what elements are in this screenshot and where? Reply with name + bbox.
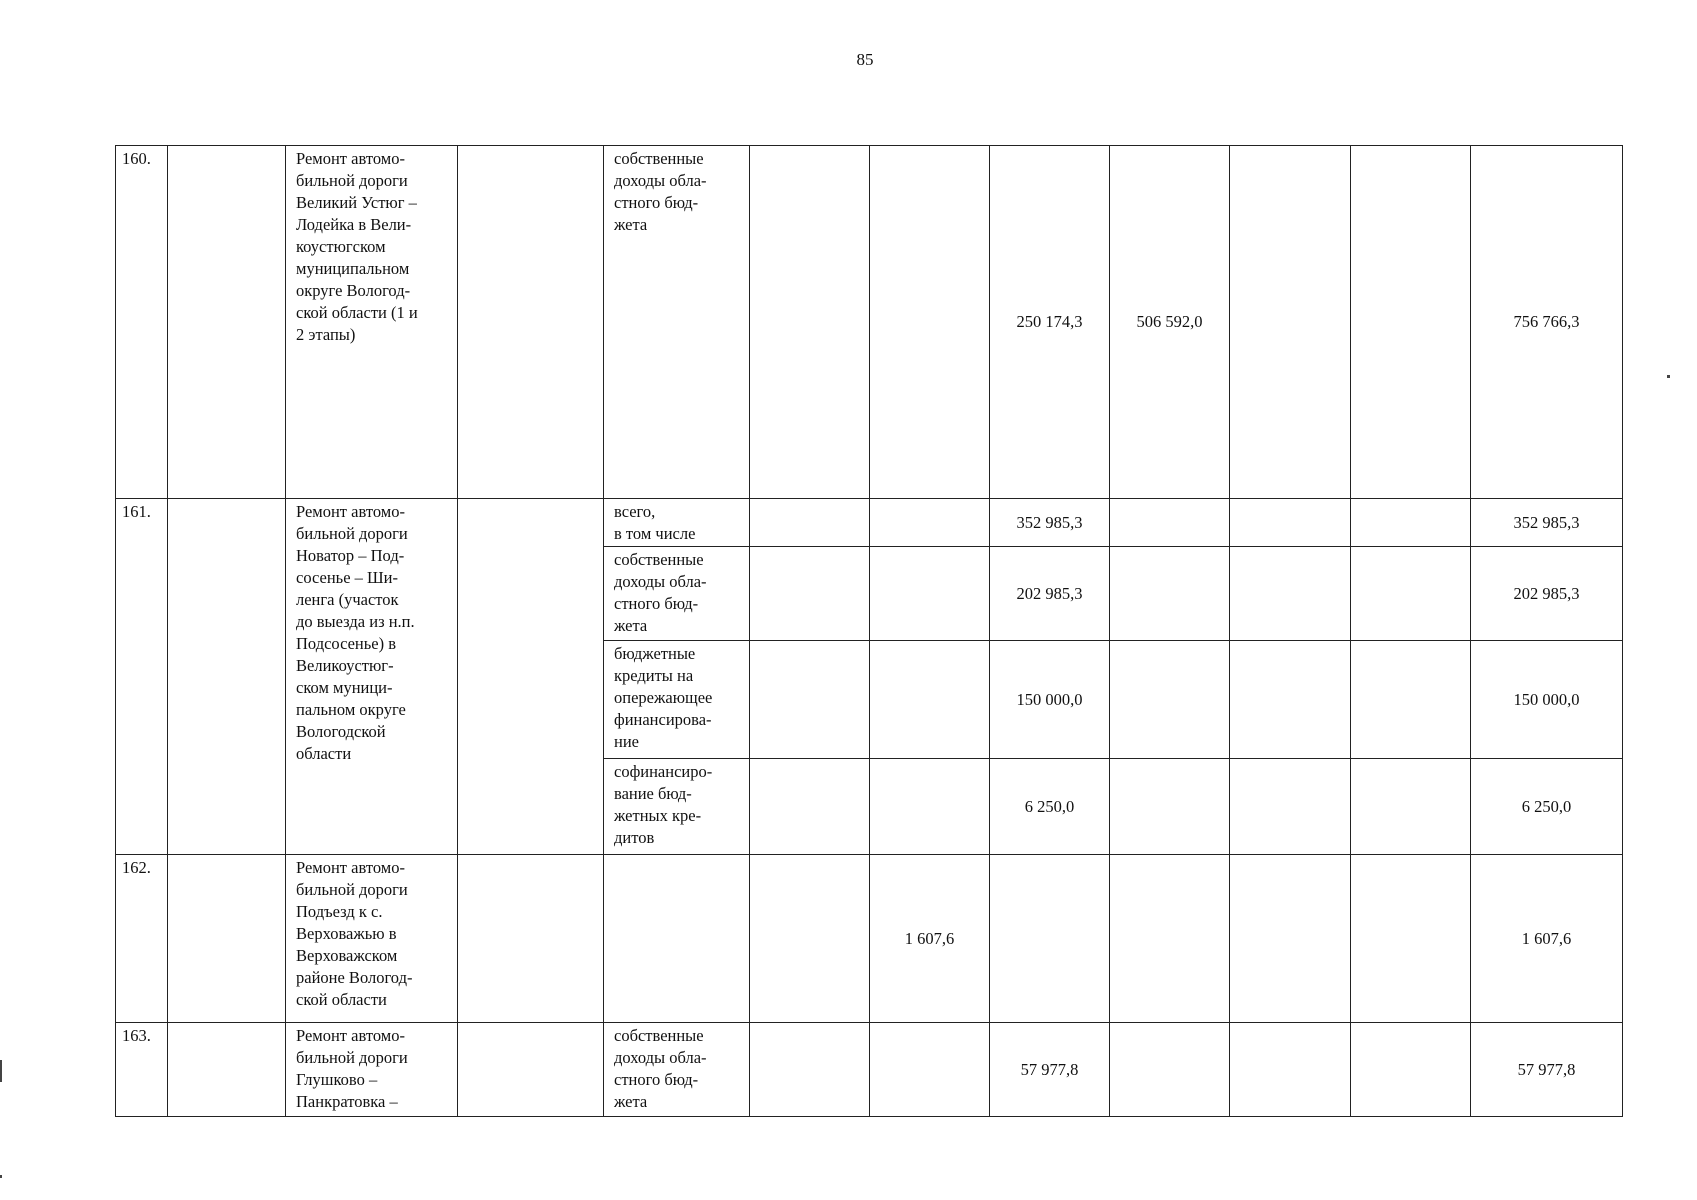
empty-cell <box>1230 547 1351 641</box>
amount-cell <box>870 547 990 641</box>
row-number: 161. <box>116 499 168 855</box>
empty-cell <box>1351 759 1471 855</box>
empty-cell <box>750 641 870 759</box>
empty-cell <box>1230 1023 1351 1117</box>
amount-cell: 57 977,8 <box>990 1023 1110 1117</box>
empty-cell <box>168 499 286 855</box>
total-cell: 756 766,3 <box>1471 146 1623 499</box>
amount-cell <box>870 1023 990 1117</box>
amount-cell <box>1110 641 1230 759</box>
empty-cell <box>750 1023 870 1117</box>
row-number: 160. <box>116 146 168 499</box>
table-row <box>116 146 1623 499</box>
empty-cell <box>1351 1023 1471 1117</box>
funding-source <box>604 855 750 1023</box>
empty-cell <box>1351 146 1471 499</box>
funding-source: софинансиро- вание бюд- жетных кре- дитов <box>604 759 750 855</box>
total-cell: 352 985,3 <box>1471 499 1623 547</box>
amount-cell <box>1110 759 1230 855</box>
empty-cell <box>1351 547 1471 641</box>
empty-cell <box>1230 759 1351 855</box>
empty-cell <box>1351 499 1471 547</box>
table-row <box>116 499 1623 547</box>
empty-cell <box>1230 146 1351 499</box>
empty-cell <box>750 759 870 855</box>
empty-cell <box>1351 855 1471 1023</box>
amount-cell: 202 985,3 <box>990 547 1110 641</box>
amount-cell: 250 174,3 <box>990 146 1110 499</box>
scan-mark <box>0 1175 2 1178</box>
page-number: 85 <box>856 50 874 69</box>
empty-cell <box>458 855 604 1023</box>
funding-source: бюджетные кредиты на опережающее финансирова- ние <box>604 641 750 759</box>
amount-cell: 506 592,0 <box>1110 146 1230 499</box>
funding-source: всего, в том числе <box>604 499 750 547</box>
empty-cell <box>168 146 286 499</box>
table-row <box>116 855 1623 1023</box>
amount-cell: 6 250,0 <box>990 759 1110 855</box>
funding-source: собственные доходы обла- стного бюд- жета <box>604 1023 750 1117</box>
amount-cell <box>1110 1023 1230 1117</box>
amount-cell <box>870 759 990 855</box>
amount-cell: 1 607,6 <box>870 855 990 1023</box>
funding-source: собственные доходы обла- стного бюд- жета <box>604 146 750 499</box>
scan-dot <box>1667 375 1670 378</box>
object-name: Ремонт автомо- бильной дороги Великий Устюг – Лодейка в Вели- коустюгском муниципальном округе Вологод- ской области (1 и 2 этапы) <box>286 146 458 499</box>
amount-cell <box>1110 855 1230 1023</box>
object-name: Ремонт автомо- бильной дороги Глушково – Панкратовка – <box>286 1023 458 1117</box>
empty-cell <box>750 855 870 1023</box>
amount-cell <box>870 146 990 499</box>
empty-cell <box>458 499 604 855</box>
amount-cell: 352 985,3 <box>990 499 1110 547</box>
total-cell: 1 607,6 <box>1471 855 1623 1023</box>
empty-cell <box>458 1023 604 1117</box>
empty-cell <box>168 1023 286 1117</box>
amount-cell <box>1110 499 1230 547</box>
empty-cell <box>1351 641 1471 759</box>
empty-cell <box>168 855 286 1023</box>
amount-cell <box>1110 547 1230 641</box>
row-number: 163. <box>116 1023 168 1117</box>
amount-cell <box>870 641 990 759</box>
object-name: Ремонт автомо- бильной дороги Подъезд к с. Верховажью в Верховажском районе Вологод- ской области <box>286 855 458 1023</box>
funding-source: собственные доходы обла- стного бюд- жета <box>604 547 750 641</box>
total-cell: 150 000,0 <box>1471 641 1623 759</box>
total-cell: 6 250,0 <box>1471 759 1623 855</box>
object-name: Ремонт автомо- бильной дороги Новатор – Под- сосенье – Ши- ленга (участок до выезда из н.п. Подсосенье) в Великоустюг- ском муници- пальном округе Вологодской области <box>286 499 458 855</box>
empty-cell <box>750 547 870 641</box>
empty-cell <box>458 146 604 499</box>
amount-cell <box>990 855 1110 1023</box>
scan-mark <box>0 1060 2 1082</box>
total-cell: 57 977,8 <box>1471 1023 1623 1117</box>
budget-table <box>115 145 1623 1117</box>
empty-cell <box>750 499 870 547</box>
table-row <box>116 1023 1623 1117</box>
amount-cell: 150 000,0 <box>990 641 1110 759</box>
row-number: 162. <box>116 855 168 1023</box>
empty-cell <box>1230 855 1351 1023</box>
empty-cell <box>750 146 870 499</box>
amount-cell <box>870 499 990 547</box>
total-cell: 202 985,3 <box>1471 547 1623 641</box>
empty-cell <box>1230 499 1351 547</box>
empty-cell <box>1230 641 1351 759</box>
